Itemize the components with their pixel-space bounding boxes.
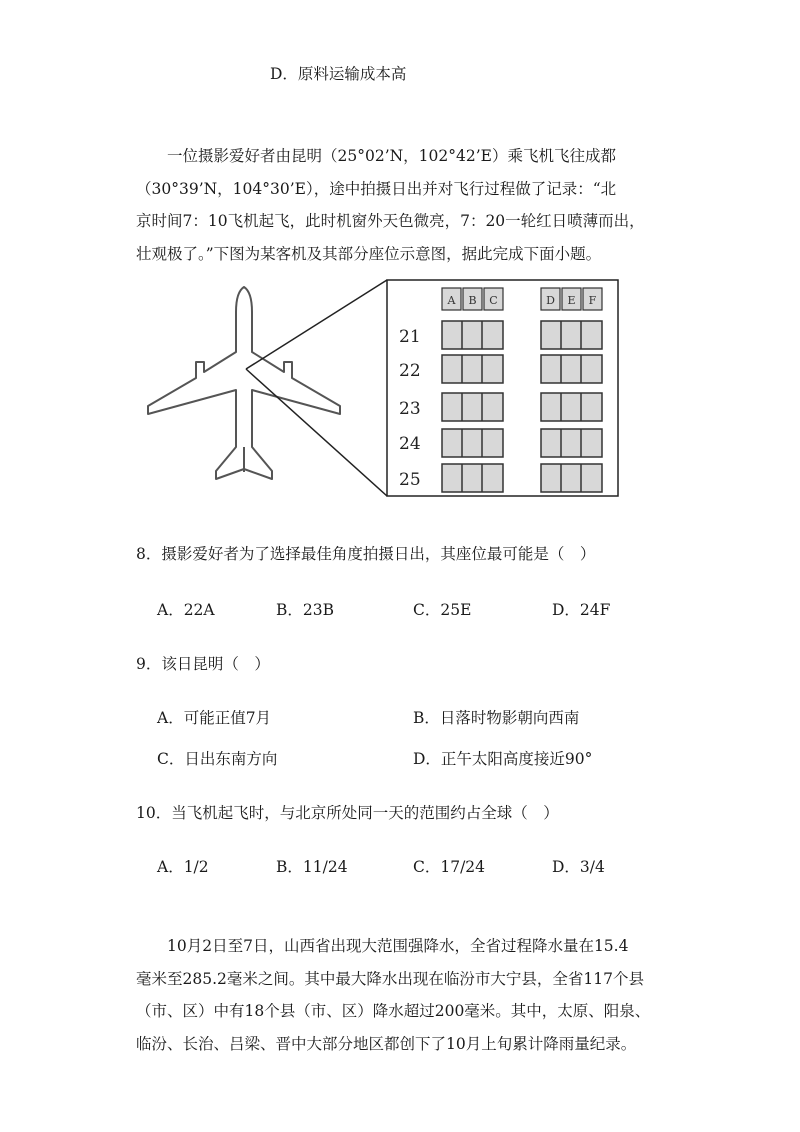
zoom-line-top xyxy=(246,280,387,369)
passage-line: （市、区）中有18个县（市、区）降水超过200毫米。其中，太原、阳泉、 xyxy=(136,1002,651,1020)
passage-line: 壮观极了。”下图为某客机及其部分座位示意图，据此完成下面小题。 xyxy=(136,244,602,263)
question-10-option-a[interactable]: A．1/2 xyxy=(157,858,209,876)
column-label-f: F xyxy=(588,294,597,307)
row-label-23: 23 xyxy=(399,399,421,419)
column-label-c: C xyxy=(489,294,498,307)
question-10-option-c[interactable]: C．17/24 xyxy=(413,858,486,876)
seat-row-23-right xyxy=(541,393,602,421)
seat-row-24-right xyxy=(541,429,602,457)
passage-line: 毫米至285.2毫米之间。其中最大降水出现在临汾市大宁县，全省117个县 xyxy=(136,969,644,988)
passage-shanxi-rainfall xyxy=(136,930,666,1060)
question-8-option-c[interactable]: C．25E xyxy=(413,601,472,619)
question-8-option-a[interactable]: A．22A xyxy=(157,601,215,619)
row-label-25: 25 xyxy=(399,470,421,490)
seat-row-25-right xyxy=(541,464,602,492)
question-10-option-b[interactable]: B．11/24 xyxy=(276,858,348,876)
passage-kunming-flight xyxy=(136,140,666,270)
seat-row-22-right xyxy=(541,355,602,383)
question-8-stem: 8．摄影爱好者为了选择最佳角度拍摄日出，其座位最可能是（ ） xyxy=(136,545,596,563)
row-label-21: 21 xyxy=(399,327,421,347)
question-8-option-d[interactable]: D．24F xyxy=(552,601,611,619)
seat-row-21-left xyxy=(442,321,503,349)
question-9-option-d[interactable]: D．正午太阳高度接近90° xyxy=(413,750,593,768)
airplane-icon xyxy=(148,287,340,479)
question-10-stem: 10．当飞机起飞时，与北京所处同一天的范围约占全球（ ） xyxy=(136,804,559,822)
column-label-a: A xyxy=(447,294,456,307)
column-label-e: E xyxy=(567,294,576,307)
seat-row-24-left xyxy=(442,429,503,457)
row-label-24: 24 xyxy=(399,434,421,454)
passage-line: 10月2日至7日，山西省出现大范围强降水，全省过程降水量在15.4 xyxy=(136,937,629,955)
seat-row-21-right xyxy=(541,321,602,349)
question-9-stem: 9．该日昆明（ ） xyxy=(136,655,270,673)
airplane-seat-figure xyxy=(0,272,800,512)
question-8-option-b[interactable]: B．23B xyxy=(276,601,335,619)
question-9-option-c[interactable]: C．日出东南方向 xyxy=(157,750,278,768)
passage-line: 一位摄影爱好者由昆明（25°02’N，102°42’E）乘飞机飞往成都 xyxy=(136,147,616,165)
seat-row-25-left xyxy=(442,464,503,492)
passage-line: （30°39’N，104°30’E），途中拍摄日出并对飞行过程做了记录：“北 xyxy=(136,179,617,198)
seat-row-22-left xyxy=(442,355,503,383)
seat-row-23-left xyxy=(442,393,503,421)
passage-line: 临汾、长治、吕梁、晋中大部分地区都创下了10月上旬累计降雨量纪录。 xyxy=(136,1034,637,1053)
passage-line: 京时间7：10飞机起飞，此时机窗外天色微亮，7：20一轮红日喷薄而出， xyxy=(136,212,645,230)
question-9-option-b[interactable]: B．日落时物影朝向西南 xyxy=(413,709,580,727)
row-label-22: 22 xyxy=(399,361,421,381)
column-label-d: D xyxy=(546,294,555,307)
column-label-b: B xyxy=(468,294,477,307)
question-10-option-d[interactable]: D．3/4 xyxy=(552,858,605,876)
question-9-option-a[interactable]: A．可能正值7月 xyxy=(157,709,272,727)
previous-option-d: D．原料运输成本高 xyxy=(270,65,407,83)
